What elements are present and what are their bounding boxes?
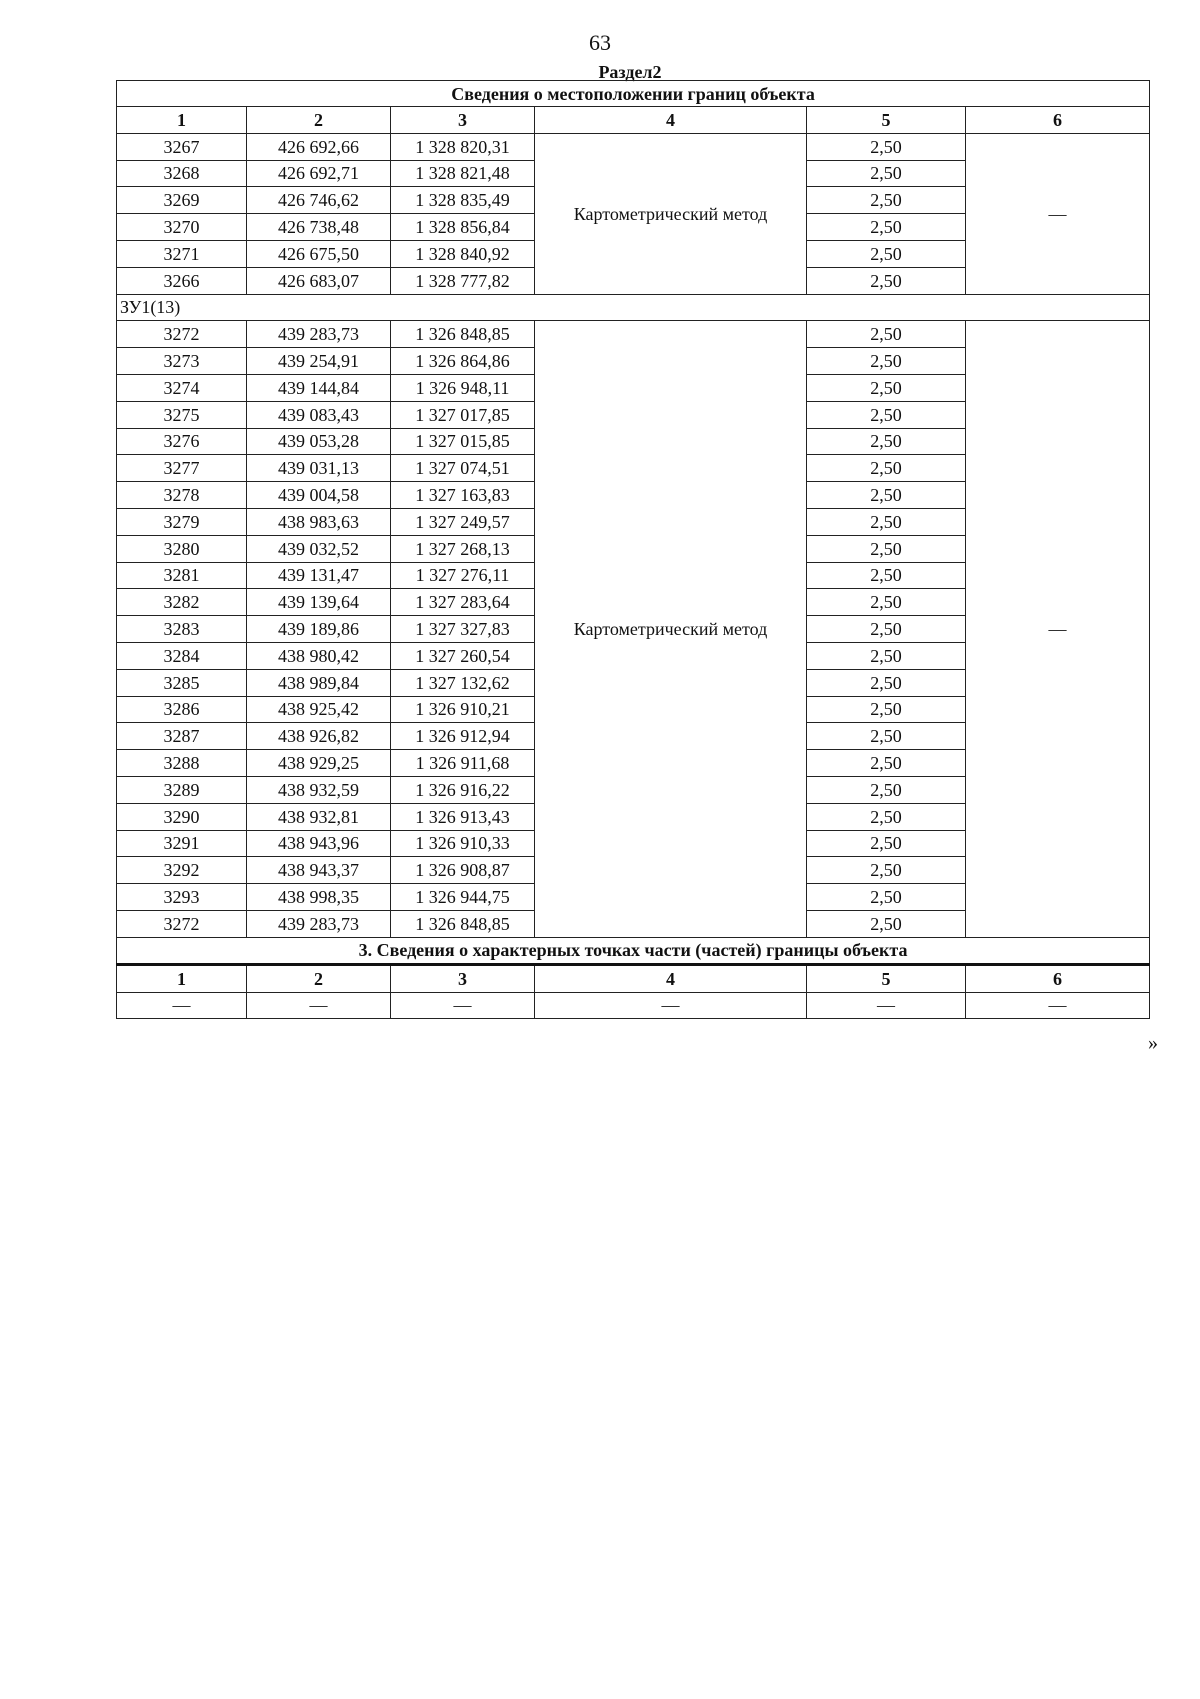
column-header: 6 bbox=[966, 964, 1150, 992]
x-coordinate-cell: 438 932,81 bbox=[247, 803, 391, 830]
y-coordinate-cell: 1 326 916,22 bbox=[391, 776, 535, 803]
point-number-cell: 3267 bbox=[117, 133, 247, 160]
x-coordinate-cell: 439 144,84 bbox=[247, 374, 391, 401]
x-coordinate-cell: 439 083,43 bbox=[247, 401, 391, 428]
x-coordinate-cell: 426 738,48 bbox=[247, 214, 391, 241]
y-coordinate-cell: 1 326 911,68 bbox=[391, 750, 535, 777]
accuracy-cell: 2,50 bbox=[807, 321, 966, 348]
point-number-cell: 3280 bbox=[117, 535, 247, 562]
y-coordinate-cell: 1 328 821,48 bbox=[391, 160, 535, 187]
dash-cell: — bbox=[966, 992, 1150, 1019]
accuracy-cell: 2,50 bbox=[807, 348, 966, 375]
x-coordinate-cell: 439 031,13 bbox=[247, 455, 391, 482]
section3-header-row bbox=[117, 964, 1150, 992]
x-coordinate-cell: 439 283,73 bbox=[247, 321, 391, 348]
point-number-cell: 3293 bbox=[117, 884, 247, 911]
x-coordinate-cell: 438 932,59 bbox=[247, 776, 391, 803]
y-coordinate-cell: 1 328 777,82 bbox=[391, 267, 535, 294]
x-coordinate-cell: 439 139,64 bbox=[247, 589, 391, 616]
accuracy-cell: 2,50 bbox=[807, 535, 966, 562]
x-coordinate-cell: 426 675,50 bbox=[247, 240, 391, 267]
accuracy-cell: 2,50 bbox=[807, 428, 966, 455]
point-number-cell: 3290 bbox=[117, 803, 247, 830]
point-number-cell: 3277 bbox=[117, 455, 247, 482]
accuracy-cell: 2,50 bbox=[807, 133, 966, 160]
x-coordinate-cell: 438 983,63 bbox=[247, 508, 391, 535]
column-header: 1 bbox=[117, 107, 247, 134]
accuracy-cell: 2,50 bbox=[807, 910, 966, 937]
accuracy-cell: 2,50 bbox=[807, 589, 966, 616]
x-coordinate-cell: 438 926,82 bbox=[247, 723, 391, 750]
y-coordinate-cell: 1 326 944,75 bbox=[391, 884, 535, 911]
point-number-cell: 3275 bbox=[117, 401, 247, 428]
dash-cell: — bbox=[807, 992, 966, 1019]
dash-cell: — bbox=[247, 992, 391, 1019]
accuracy-cell: 2,50 bbox=[807, 857, 966, 884]
point-number-cell: 3291 bbox=[117, 830, 247, 857]
point-number-cell: 3271 bbox=[117, 240, 247, 267]
y-coordinate-cell: 1 327 017,85 bbox=[391, 401, 535, 428]
column-header: 4 bbox=[535, 107, 807, 134]
y-coordinate-cell: 1 326 910,33 bbox=[391, 830, 535, 857]
accuracy-cell: 2,50 bbox=[807, 803, 966, 830]
y-coordinate-cell: 1 327 327,83 bbox=[391, 616, 535, 643]
section3-row bbox=[117, 992, 1150, 1019]
accuracy-cell: 2,50 bbox=[807, 642, 966, 669]
x-coordinate-cell: 426 683,07 bbox=[247, 267, 391, 294]
y-coordinate-cell: 1 326 913,43 bbox=[391, 803, 535, 830]
accuracy-cell: 2,50 bbox=[807, 830, 966, 857]
page-number: 63 bbox=[589, 30, 611, 55]
y-coordinate-cell: 1 327 074,51 bbox=[391, 455, 535, 482]
y-coordinate-cell: 1 327 015,85 bbox=[391, 428, 535, 455]
x-coordinate-cell: 439 189,86 bbox=[247, 616, 391, 643]
y-coordinate-cell: 1 327 132,62 bbox=[391, 669, 535, 696]
boundary-table bbox=[116, 80, 1150, 1019]
y-coordinate-cell: 1 326 848,85 bbox=[391, 910, 535, 937]
y-coordinate-cell: 1 327 268,13 bbox=[391, 535, 535, 562]
point-number-cell: 3283 bbox=[117, 616, 247, 643]
x-coordinate-cell: 439 131,47 bbox=[247, 562, 391, 589]
y-coordinate-cell: 1 328 820,31 bbox=[391, 133, 535, 160]
point-number-cell: 3286 bbox=[117, 696, 247, 723]
accuracy-cell: 2,50 bbox=[807, 669, 966, 696]
column-header: 6 bbox=[966, 107, 1150, 134]
y-coordinate-cell: 1 326 908,87 bbox=[391, 857, 535, 884]
point-number-cell: 3279 bbox=[117, 508, 247, 535]
y-coordinate-cell: 1 328 856,84 bbox=[391, 214, 535, 241]
x-coordinate-cell: 426 692,71 bbox=[247, 160, 391, 187]
point-number-cell: 3281 bbox=[117, 562, 247, 589]
column-header: 2 bbox=[247, 107, 391, 134]
table-row bbox=[117, 321, 1150, 348]
column-header: 5 bbox=[807, 107, 966, 134]
accuracy-cell: 2,50 bbox=[807, 776, 966, 803]
column-header: 2 bbox=[247, 964, 391, 992]
y-coordinate-cell: 1 327 249,57 bbox=[391, 508, 535, 535]
x-coordinate-cell: 438 929,25 bbox=[247, 750, 391, 777]
x-coordinate-cell: 438 989,84 bbox=[247, 669, 391, 696]
y-coordinate-cell: 1 326 912,94 bbox=[391, 723, 535, 750]
point-number-cell: 3276 bbox=[117, 428, 247, 455]
method-cell: Картометрический метод bbox=[535, 321, 807, 937]
x-coordinate-cell: 439 053,28 bbox=[247, 428, 391, 455]
column-header: 3 bbox=[391, 107, 535, 134]
x-coordinate-cell: 438 943,96 bbox=[247, 830, 391, 857]
accuracy-cell: 2,50 bbox=[807, 508, 966, 535]
table-row bbox=[117, 133, 1150, 160]
section-title: Раздел2 bbox=[598, 62, 662, 82]
group-label: ЗУ1(13) bbox=[117, 294, 1150, 321]
section3-caption-row bbox=[117, 937, 1150, 964]
y-coordinate-cell: 1 327 276,11 bbox=[391, 562, 535, 589]
accuracy-cell: 2,50 bbox=[807, 214, 966, 241]
boundary-table-body bbox=[117, 81, 1150, 1019]
x-coordinate-cell: 439 283,73 bbox=[247, 910, 391, 937]
x-coordinate-cell: 439 032,52 bbox=[247, 535, 391, 562]
y-coordinate-cell: 1 327 260,54 bbox=[391, 642, 535, 669]
accuracy-cell: 2,50 bbox=[807, 455, 966, 482]
x-coordinate-cell: 438 980,42 bbox=[247, 642, 391, 669]
accuracy-cell: 2,50 bbox=[807, 562, 966, 589]
accuracy-cell: 2,50 bbox=[807, 374, 966, 401]
accuracy-cell: 2,50 bbox=[807, 750, 966, 777]
accuracy-cell: 2,50 bbox=[807, 482, 966, 509]
group-row bbox=[117, 294, 1150, 321]
method-cell: Картометрический метод bbox=[535, 133, 807, 294]
x-coordinate-cell: 438 925,42 bbox=[247, 696, 391, 723]
accuracy-cell: 2,50 bbox=[807, 401, 966, 428]
y-coordinate-cell: 1 326 848,85 bbox=[391, 321, 535, 348]
point-number-cell: 3273 bbox=[117, 348, 247, 375]
accuracy-cell: 2,50 bbox=[807, 616, 966, 643]
point-number-cell: 3287 bbox=[117, 723, 247, 750]
dash-cell: — bbox=[391, 992, 535, 1019]
dash-cell: — bbox=[117, 992, 247, 1019]
x-coordinate-cell: 438 998,35 bbox=[247, 884, 391, 911]
closing-quote: » bbox=[1148, 1032, 1158, 1054]
point-number-cell: 3288 bbox=[117, 750, 247, 777]
column-header-row bbox=[117, 107, 1150, 134]
point-number-cell: 3269 bbox=[117, 187, 247, 214]
x-coordinate-cell: 439 004,58 bbox=[247, 482, 391, 509]
point-number-cell: 3268 bbox=[117, 160, 247, 187]
accuracy-cell: 2,50 bbox=[807, 696, 966, 723]
x-coordinate-cell: 426 746,62 bbox=[247, 187, 391, 214]
point-number-cell: 3292 bbox=[117, 857, 247, 884]
point-number-cell: 3285 bbox=[117, 669, 247, 696]
point-number-cell: 3284 bbox=[117, 642, 247, 669]
y-coordinate-cell: 1 326 948,11 bbox=[391, 374, 535, 401]
x-coordinate-cell: 439 254,91 bbox=[247, 348, 391, 375]
column-header: 3 bbox=[391, 964, 535, 992]
y-coordinate-cell: 1 326 864,86 bbox=[391, 348, 535, 375]
x-coordinate-cell: 426 692,66 bbox=[247, 133, 391, 160]
y-coordinate-cell: 1 328 835,49 bbox=[391, 187, 535, 214]
point-number-cell: 3278 bbox=[117, 482, 247, 509]
point-number-cell: 3272 bbox=[117, 321, 247, 348]
dash-cell: — bbox=[535, 992, 807, 1019]
table-caption: Сведения о местоположении границ объекта bbox=[117, 81, 1150, 107]
accuracy-cell: 2,50 bbox=[807, 884, 966, 911]
accuracy-cell: 2,50 bbox=[807, 267, 966, 294]
column-header: 5 bbox=[807, 964, 966, 992]
accuracy-cell: 2,50 bbox=[807, 723, 966, 750]
accuracy-cell: 2,50 bbox=[807, 240, 966, 267]
y-coordinate-cell: 1 328 840,92 bbox=[391, 240, 535, 267]
point-number-cell: 3282 bbox=[117, 589, 247, 616]
description-cell: — bbox=[966, 133, 1150, 294]
point-number-cell: 3270 bbox=[117, 214, 247, 241]
x-coordinate-cell: 438 943,37 bbox=[247, 857, 391, 884]
point-number-cell: 3272 bbox=[117, 910, 247, 937]
column-header: 1 bbox=[117, 964, 247, 992]
accuracy-cell: 2,50 bbox=[807, 160, 966, 187]
y-coordinate-cell: 1 327 283,64 bbox=[391, 589, 535, 616]
point-number-cell: 3274 bbox=[117, 374, 247, 401]
accuracy-cell: 2,50 bbox=[807, 187, 966, 214]
description-cell: — bbox=[966, 321, 1150, 937]
point-number-cell: 3266 bbox=[117, 267, 247, 294]
table-caption-row bbox=[117, 81, 1150, 107]
y-coordinate-cell: 1 326 910,21 bbox=[391, 696, 535, 723]
point-number-cell: 3289 bbox=[117, 776, 247, 803]
y-coordinate-cell: 1 327 163,83 bbox=[391, 482, 535, 509]
column-header: 4 bbox=[535, 964, 807, 992]
section3-caption: 3. Сведения о характерных точках части (частей) границы объекта bbox=[117, 937, 1150, 964]
